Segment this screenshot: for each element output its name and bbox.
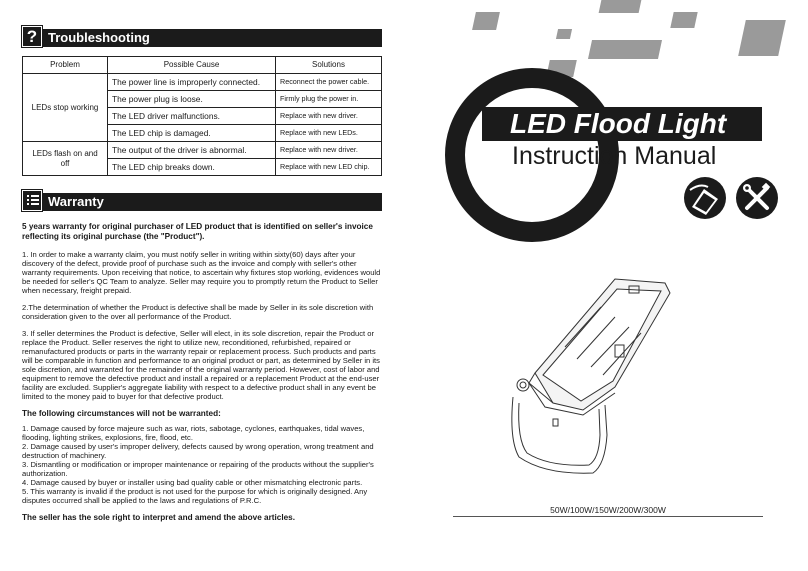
model-wattages: 50W/100W/150W/200W/300W <box>550 505 666 515</box>
warranty-heading: 5 years warranty for original purchaser of LED product that is identified on seller's invoice reflecting its original purchase (the "Product"). <box>22 222 373 241</box>
warranty-paragraph-2: 2.The determination of whether the Product is defective shall be made by Seller in its sole discretion with consideration given to the over all performance of the Product. <box>22 303 374 321</box>
product-title: LED Flood Light <box>510 108 727 139</box>
table-row <box>23 74 382 91</box>
solution-cell: Replace with new driver. <box>276 142 382 159</box>
list-icon <box>27 194 39 207</box>
cause-cell: The LED chip breaks down. <box>108 159 276 176</box>
list-item: 5. This warranty is invalid if the product is not used for the purpose for which is originally designed. Any disputes occurred shall be applied to the laws and regulations of P.R.C. <box>22 487 368 505</box>
warranty-body <box>22 222 382 531</box>
solution-cell: Replace with new driver. <box>276 108 382 125</box>
warranty-header <box>22 193 382 211</box>
table-row <box>23 142 382 159</box>
exclusions-heading: The following circumstances will not be warranted: <box>22 409 221 418</box>
troubleshooting-table <box>22 56 382 176</box>
list-item: 3. Dismantling or modification or improper maintenance or repairing of the products without the supplier's authorization. <box>22 460 374 478</box>
warranty-paragraph-1: 1. In order to make a warranty claim, you must notify seller in writing within sixty(60) days after your discovery of the defect, provide proof of purchase such as the invoice and comply with seller's other warranty requirements. Upon receiving that notice, to ascertain why fixtures stop working, evidences would be needed for seller's QC Team to analyze. Seller may require you to promptly return the Product to Seller when necessary, freight prepaid. <box>22 250 381 295</box>
problem-cell: LEDs stop working <box>23 74 108 142</box>
list-item: 1. Damage caused by force majeure such as war, riots, sabotage, cyclones, earthquakes, tidal waves, flooding, lighting strikes, explosions, fire, flood, etc. <box>22 424 365 442</box>
troubleshooting-header <box>22 29 382 47</box>
cause-cell: The output of the driver is abnormal. <box>108 142 276 159</box>
light-fixture-icon <box>684 177 726 219</box>
exclusions-list <box>22 424 382 505</box>
solution-cell: Reconnect the power cable. <box>276 74 382 91</box>
tools-icon <box>736 177 778 219</box>
solution-cell: Replace with new LED chip. <box>276 159 382 176</box>
table-header-row <box>23 57 382 74</box>
list-item: 4. Damage caused by buyer or installer using bad quality cable or other mismatching electronic parts. <box>22 478 363 487</box>
column-header-cause: Possible Cause <box>108 57 276 74</box>
warranty-footer: The seller has the sole right to interpret and amend the above articles. <box>22 513 295 522</box>
solution-cell: Replace with new LEDs. <box>276 125 382 142</box>
warranty-paragraph-3: 3. If seller determines the Product is defective, Seller will elect, in its sole discretion, repair the Product or replace the Product. Seller reserves the right to utilize new, reconditioned, refurbished, repaired or remanufactured products or parts in the warranty repair or replacement process. Such products and parts will be comparable in function and performance to an original product or part, as determined by Seller in its sole discretion, and warranted for the remainder of the original warranty period. However, cost of labor and equipment to remove the defective product and install a repaired or a replacement Product at the end-user facility are excluded. Supplier's aggregate liability with respect to a defective product shall in any event be limited to the money paid to buyer for that defective product. <box>22 329 380 401</box>
cause-cell: The power plug is loose. <box>108 91 276 108</box>
problem-cell: LEDs flash on and off <box>23 142 108 176</box>
manual-subtitle: Instruction Manual <box>512 142 717 170</box>
list-icon-box <box>22 190 42 211</box>
cause-cell: The LED chip is damaged. <box>108 125 276 142</box>
troubleshooting-title: Troubleshooting <box>48 30 150 45</box>
flood-light-illustration <box>505 275 690 495</box>
warranty-title: Warranty <box>48 194 104 209</box>
title-banner <box>482 107 762 141</box>
divider <box>453 516 763 517</box>
cause-cell: The power line is improperly connected. <box>108 74 276 91</box>
solution-cell: Firmly plug the power in. <box>276 91 382 108</box>
cause-cell: The LED driver malfunctions. <box>108 108 276 125</box>
question-icon: ? <box>22 26 42 47</box>
list-item: 2. Damage caused by user's improper delivery, defects caused by wrong operation, wrong treatment and destruction of machinery. <box>22 442 374 460</box>
column-header-solutions: Solutions <box>276 57 382 74</box>
column-header-problem: Problem <box>23 57 108 74</box>
